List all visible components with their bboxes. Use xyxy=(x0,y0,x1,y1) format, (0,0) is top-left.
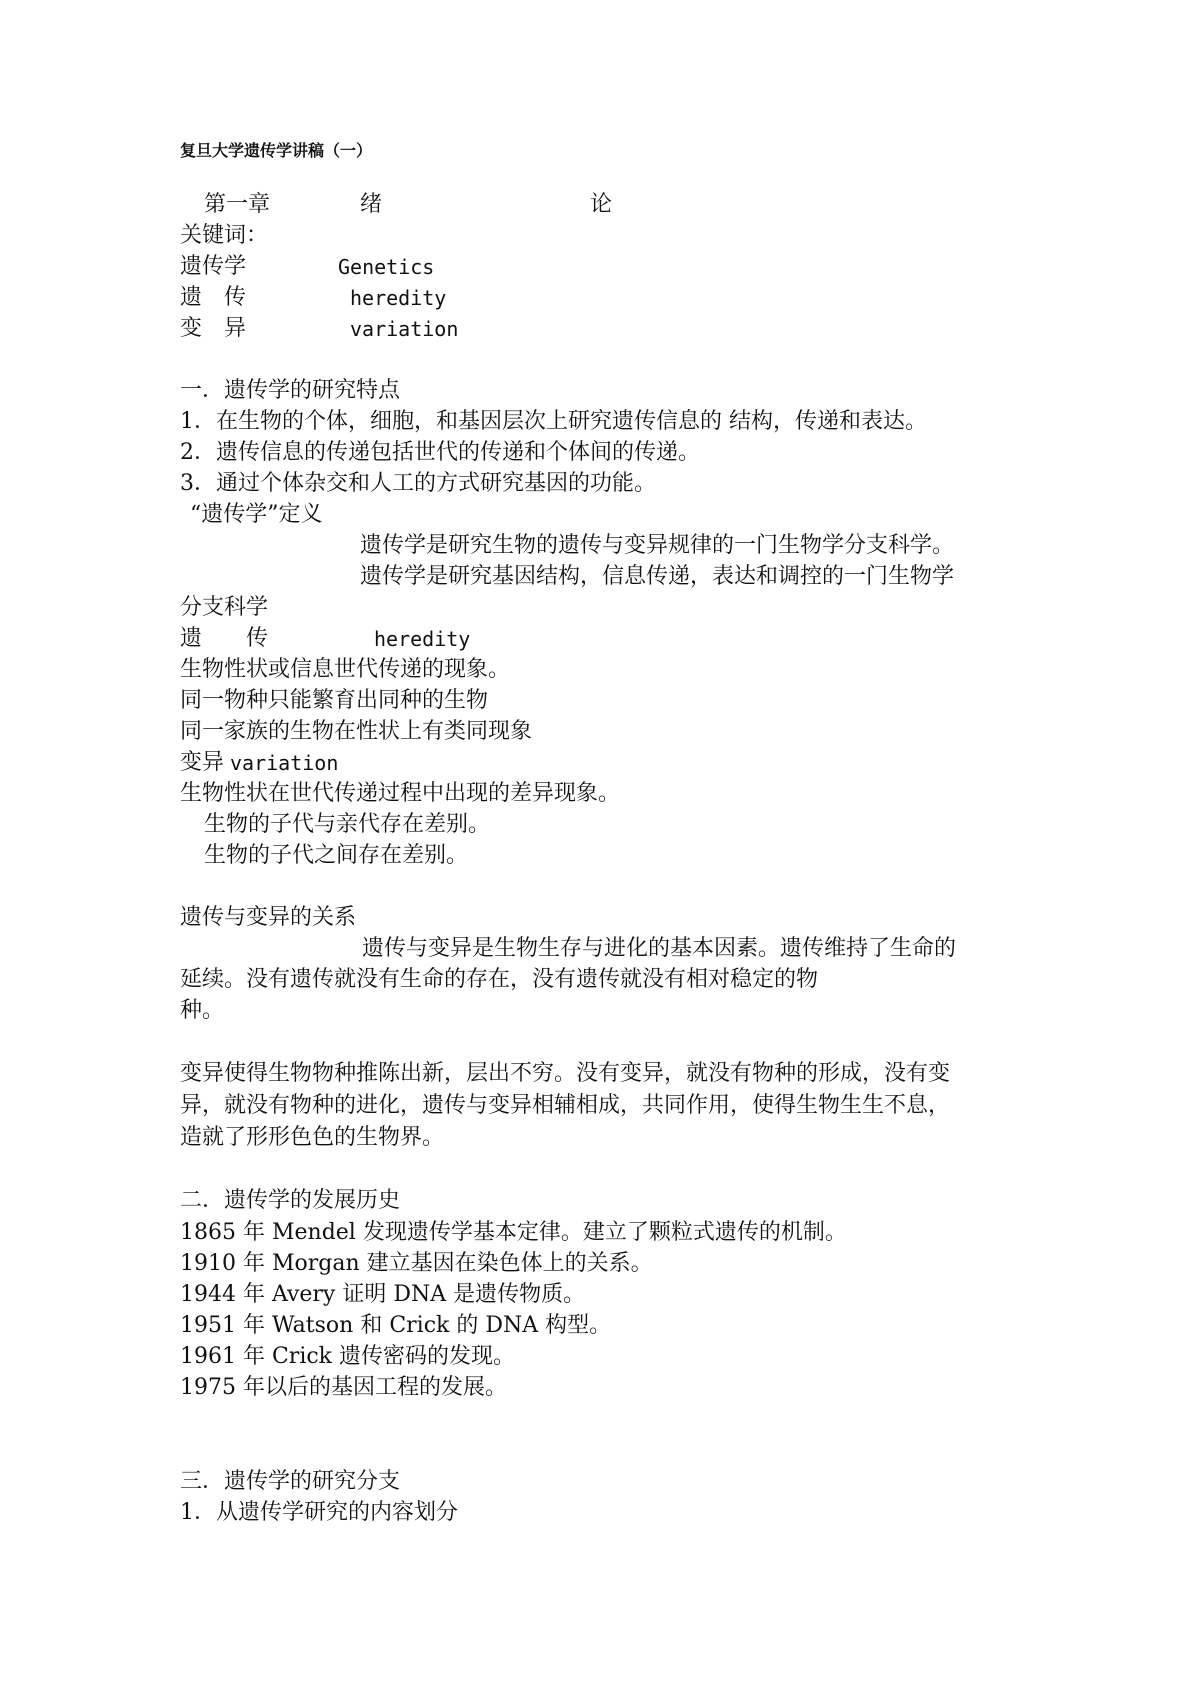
keyword-en: variation xyxy=(350,317,459,341)
chapter-label: 第一章 xyxy=(204,192,271,217)
history-item: 1961 年 Crick 遗传密码的发现。 xyxy=(180,1344,516,1369)
variation-line: 生物的子代与亲代存在差别。 xyxy=(204,812,491,837)
section-2-heading: 二．遗传学的发展历史 xyxy=(180,1188,401,1213)
keyword-cn: 遗 传 xyxy=(180,285,247,310)
keyword-row xyxy=(180,284,680,312)
variation-en: variation xyxy=(230,751,339,775)
section-1-point: 2．遗传信息的传递包括世代的传递和个体间的传递。 xyxy=(180,440,700,465)
heredity-term xyxy=(180,625,680,653)
variation-cn: 变异 xyxy=(180,750,225,775)
chapter-title-char-2: 论 xyxy=(590,192,613,217)
keyword-row xyxy=(180,253,680,281)
keyword-cn: 遗传学 xyxy=(180,254,247,279)
heredity-line: 同一家族的生物在性状上有类同现象 xyxy=(180,719,533,744)
relation-heading: 遗传与变异的关系 xyxy=(180,905,357,930)
section-1-point: 3．通过个体杂交和人工的方式研究基因的功能。 xyxy=(180,471,656,496)
heredity-line: 同一物种只能繁育出同种的生物 xyxy=(180,688,489,713)
definition-1: 遗传学是研究生物的遗传与变异规律的一门生物学分支科学。 xyxy=(360,533,955,558)
chapter-title-char-1: 绪 xyxy=(360,192,383,217)
relation-paragraph-line: 遗传与变异是生物生存与进化的基本因素。遗传维持了生命的 xyxy=(362,936,957,961)
section-1-point: 1．在生物的个体，细胞，和基因层次上研究遗传信息的 结构，传递和表达。 xyxy=(180,409,927,434)
heredity-en: heredity xyxy=(374,627,471,651)
history-item: 1944 年 Avery 证明 DNA 是遗传物质。 xyxy=(180,1282,586,1307)
keyword-en: Genetics xyxy=(338,255,435,279)
document-title: 复旦大学遗传学讲稿（一） xyxy=(180,141,373,160)
relation-paragraph-line: 变异使得生物物种推陈出新，层出不穷。没有变异，就没有物种的形成，没有变 xyxy=(180,1061,951,1086)
section-3-heading: 三．遗传学的研究分支 xyxy=(180,1469,401,1494)
history-item: 1951 年 Watson 和 Crick 的 DNA 构型。 xyxy=(180,1313,612,1338)
relation-paragraph-line: 种。 xyxy=(180,998,225,1023)
section-3-point: 1．从遗传学研究的内容划分 xyxy=(180,1500,458,1525)
definition-2: 遗传学是研究基因结构，信息传递，表达和调控的一门生物学 xyxy=(360,564,955,589)
relation-paragraph-line: 造就了形形色色的生物界。 xyxy=(180,1125,445,1150)
chapter-heading xyxy=(180,191,880,219)
heredity-line: 生物性状或信息世代传递的现象。 xyxy=(180,657,511,682)
relation-paragraph-line: 异，就没有物种的进化，遗传与变异相辅相成，共同作用，使得生物生生不息， xyxy=(180,1093,951,1118)
definition-2-continued: 分支科学 xyxy=(180,595,269,620)
variation-term xyxy=(180,749,680,777)
variation-line: 生物性状在世代传递过程中出现的差异现象。 xyxy=(180,781,621,806)
section-1-heading: 一．遗传学的研究特点 xyxy=(180,378,401,403)
history-item: 1910 年 Morgan 建立基因在染色体上的关系。 xyxy=(180,1251,653,1276)
history-item: 1865 年 Mendel 发现遗传学基本定律。建立了颗粒式遗传的机制。 xyxy=(180,1220,847,1245)
keywords-label: 关键词： xyxy=(180,223,269,248)
heredity-cn: 遗 传 xyxy=(180,626,269,651)
definition-label: “遗传学”定义 xyxy=(190,502,323,527)
history-item: 1975 年以后的基因工程的发展。 xyxy=(180,1375,507,1400)
keyword-cn: 变 异 xyxy=(180,316,247,341)
relation-paragraph-line: 延续。没有遗传就没有生命的存在，没有遗传就没有相对稳定的物 xyxy=(180,967,819,992)
keyword-en: heredity xyxy=(350,286,447,310)
variation-line: 生物的子代之间存在差别。 xyxy=(204,843,469,868)
keyword-row xyxy=(180,315,680,343)
